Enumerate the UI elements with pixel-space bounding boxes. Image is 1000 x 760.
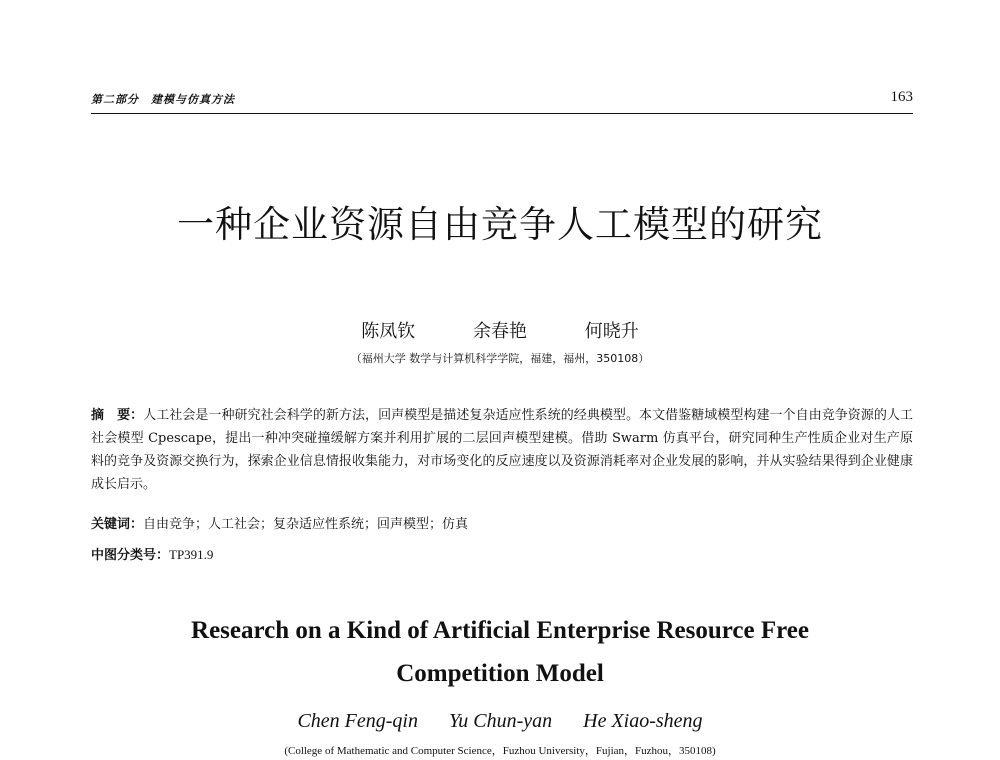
english-title <box>0 609 1000 695</box>
keywords-text: 自由竞争；人工社会；复杂适应性系统；回声模型；仿真 <box>143 517 469 532</box>
chinese-title: 一种企业资源自由竞争人工模型的研究 <box>177 203 823 246</box>
abstract-label: 摘 要： <box>91 408 144 423</box>
author-en: He Xiao-sheng <box>583 710 703 732</box>
author-en: Yu Chun-yan <box>448 710 553 732</box>
english-affiliation: (College of Mathematic and Computer Science，Fuzhou University，Fujian，Fuzhou，350108) <box>284 745 716 757</box>
english-title-line: Competition Model <box>396 660 604 687</box>
classification-value: TP391.9 <box>169 547 214 562</box>
keywords-label: 关键词： <box>91 517 144 532</box>
author-cn: 何晓升 <box>584 321 639 342</box>
running-header <box>91 91 913 114</box>
author-cn: 余春艳 <box>473 321 527 342</box>
classification <box>91 544 213 563</box>
abstract <box>91 404 913 496</box>
section-label: 第二部分 建模与仿真方法 <box>91 93 235 106</box>
english-authors <box>0 710 1000 733</box>
classification-label: 中图分类号： <box>91 548 170 563</box>
chinese-authors <box>0 317 1000 343</box>
page-number: 163 <box>890 89 913 105</box>
english-title-line: Research on a Kind of Artificial Enterprise Resource Free <box>191 617 809 644</box>
keywords <box>91 513 468 532</box>
author-en: Chen Feng-qin <box>297 710 418 732</box>
author-cn: 陈凤钦 <box>361 321 416 342</box>
abstract-text: 人工社会是一种研究社会科学的新方法，回声模型是描述复杂适应性系统的经典模型。本文借鉴糖域模型构建一个自由竞争资源的人工社会模型 Cpescape，提出一种冲突碰撞缓解方案并利用扩展的二层回声模型建模。借助 Swarm 仿真平台，研究同种生产性质企业对生产原料的竞争及资源交换行为，探索企业信息情报收集能力，对市场变化的反应速度以及资源消耗率对企业发展的影响，并从实验结果得到企业健康成长启示。 <box>91 408 913 492</box>
chinese-affiliation: （福州大学 数学与计算机科学学院，福建，福州，350108） <box>350 352 650 365</box>
